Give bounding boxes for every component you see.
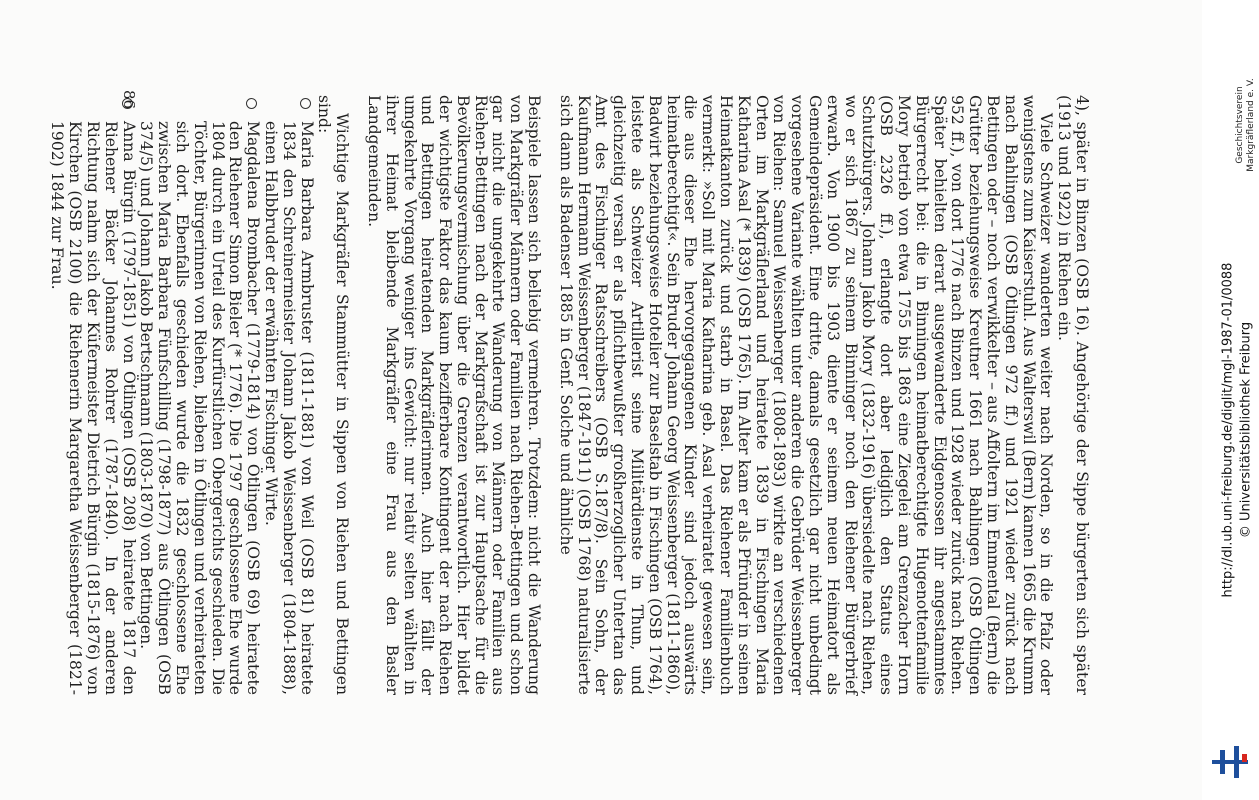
list-item xyxy=(48,95,137,695)
copyright-text: © Universitätsbibliothek Freiburg xyxy=(1238,321,1254,539)
paragraph-2: Viele Schweizer wanderten weiter nach Norden, so in die Pfalz oder wenigstens zum Kaiserstuhl. Aus Walterswil (Bern) kamen 1665 die Krumm nach Bahlingen (OSB Ötlingen 972 ff.) und 1921 wieder zurück nach Bettingen oder – noch verwikkelter – aus Affoltern im Emmental (Bern) die Grütter beziehungsweise Kreutner 1661 nach Bahlingen (OSB Ötlingen 952 ff.), von dort 1776 nach Binzen und 1928 wieder zurück nach Riehen. Später behielten derart ausgewanderte Eidgenossen ihr angestammtes Bürgerrecht bei: die in Binningen heimatberechtigte Hugenottenfamilie Mory betrieb von etwa 1755 bis 1863 eine Ziegelei am Grenzacher Horn (OSB 2326 ff.), erlangte dort aber lediglich den Status eines Schutzbürgers. Johann Jakob Mory (1832-1916) übersiedelte nach Riehen, wo er sich 1867 zu seinem Binninger noch den Riehener Bürgerbrief erwarb. Von 1900 bis 1903 diente er seinem neuen Heimatort als Gemeindepräsident. Eine dritte, damals gesetzlich gar nicht unbedingt vorgesehene Variante wählten unter anderen die Gebrüder Weissenberger von Riehen: Samuel Weissenberger (1808-1893) wirkte an verschiedenen Orten im Markgräflerland und heiratete 1839 in Fischingen Maria Katharina Asal (* 1839) (OSB 1765). Im Alter kam er als Pfründer in seinen Heimatkanton zurück und starb in Basel. Das Riehener Familienbuch vermerkt: »Soll mit Maria Katharina geb. Asal verheiratet gewesen sein, die aus dieser Ehe hervorgegangenen Kinder sind jedoch auswärts heimatberechtigt«. Sein Bruder Johann Georg Weissenberger (1811-1860), Badwirt beziehungsweise Hotelier zur Baselstab in Fischingen (OSB 1764), leistete als Schweizer Artillerist seine Militärdienste in Thun, und gleichzeitig versah er als pflichtbewußter großherzoglicher Untertan das Amt des Fischinger Ratsschreibers (OSB S.187/8). Sein Sohn, der Kaufmann Hermann Weissenberger (1847-1911) (OSB 1768) naturalisierte sich dann als Badenser 1885 in Genf. Solche und ähnliche xyxy=(556,95,1056,696)
list-heading: Wichtige Markgräfler Stammütter in Sippen von Riehen und Bettingen sind: xyxy=(315,95,352,695)
paragraph-1: 4), später in Binzen (OSB 16). Angehörige der Sippe bürgerten sich später (1913 und 1922) in Riehen ein. xyxy=(1055,95,1091,695)
society-name-line1: Geschichtsverein xyxy=(1235,86,1245,164)
paragraph-3: Beispiele lassen sich beliebig vermehren. Trotzdem: nicht die Wanderung von Markgräfler Männern oder Familien nach Riehen-Bettingen und schon gar nicht die umgekehrte Wanderung von Männern oder Familien aus Riehen-Bettingen nach der Markgrafschaft ist zur Hauptsache für die Bevölkerungsvermischung über die Grenzen verantwortlich. Hier bildet der wichtigste Faktor das kaum bezifferbare Kontingent der nach Riehen und Bettingen heiratenden Markgräflerinnen. Auch hier fällt der umgekehrte Vorgang weniger ins Gewicht: nur relativ selten wählten in ihrer Heimat bleibende Markgräfler eine Frau aus den Basler Landgemeinden. xyxy=(364,95,544,695)
list-item-text: Magdalena Brombacher (1779-1814) von Ötlingen (OSB 69) heiratete den Riehener Simon Bieler (* 1776). Die 1797 geschlossene Ehe wurde 1804 durch ein Urteil des Kurfürstlichen Obergerichts geschieden. Die Töchter, Bürgerinnen von Riehen, blieben in Ötlingen und verheirateten sich dort. Ebenfalls geschieden wurde die 1832 geschlossene Ehe zwischen Maria Barbara Fünfschilling (1798-1877) aus Ötlingen (OSB 374/5) und Johann Jakob Bertschmann (1803-1870) von Bettingen. xyxy=(137,121,263,695)
circle-bullet-icon xyxy=(300,98,311,109)
source-url-link[interactable]: http://dl.ub.uni-freiburg.de/diglit/mgl-1987-01/0088 xyxy=(1220,262,1236,598)
page-number: 86 xyxy=(120,90,138,110)
page-text xyxy=(48,95,1090,695)
list-item xyxy=(137,95,262,695)
circle-bullet-icon xyxy=(246,98,257,109)
list-item-text: Anna Bürgin (1797-1851) von Ötlingen (OSB 208) heiratete 1817 den Riehener Bäcker Johannes Rohrer (1787-1840). In der anderen Richtung nahm sich der Küfermeister Dietrich Bürgin (1815-1876) von Kirchen (OSB 2100) die Riehenerin Margaretha Weissenberger (1821-1902) 1844 zur Frau. xyxy=(48,121,138,695)
society-name-line2: Markgräflerland e. V. xyxy=(1246,78,1256,172)
university-library-logo-icon xyxy=(1208,740,1252,784)
list-item-text: Maria Barbara Armbruster (1811-1881) von Weil (OSB 81) heiratete 1834 den Schreinermeister Johann Jakob Weissenberger (1804-1888), einen Halbbruder der erwähnten Fischinger Wirte. xyxy=(261,121,316,695)
list-item xyxy=(261,95,314,695)
